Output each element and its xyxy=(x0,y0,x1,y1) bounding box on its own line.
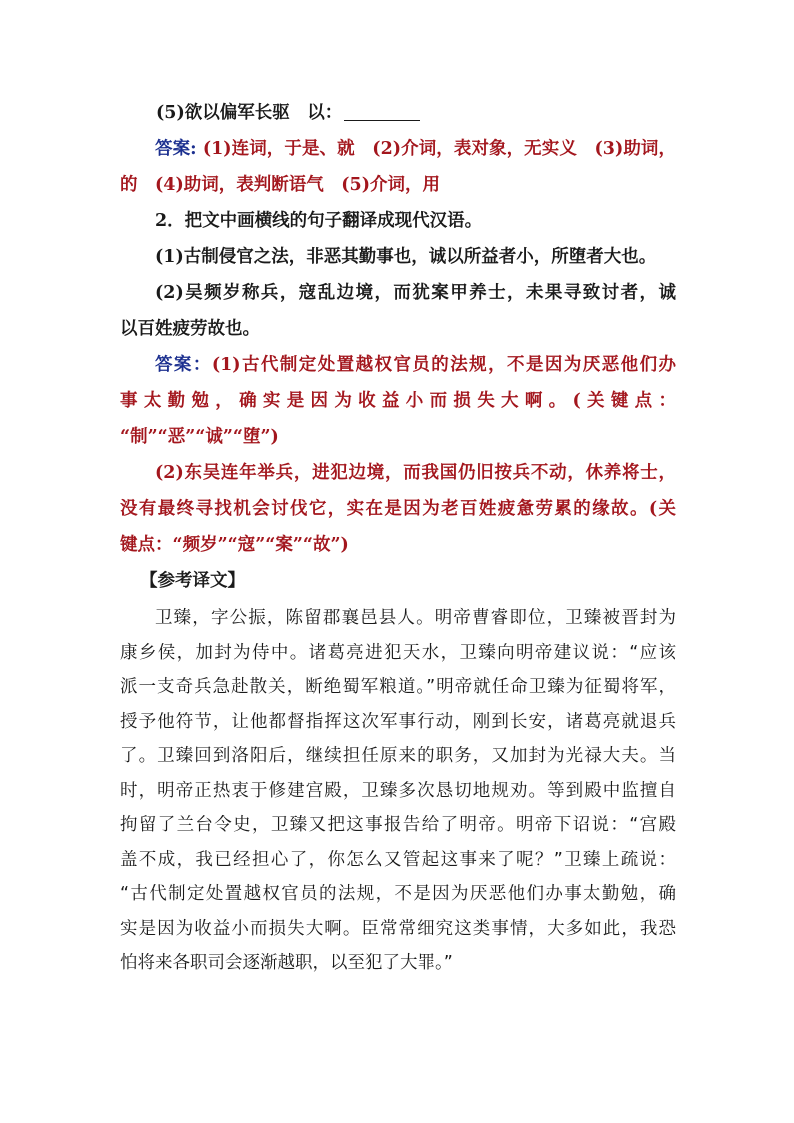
answer-2-p2-line-3: 键点：“频岁”“寇”“案”“故”) xyxy=(120,535,349,555)
answer-label: 答案 xyxy=(155,139,191,159)
question-2-heading xyxy=(120,203,676,239)
sentence-1-text: (1)古制侵官之法，非恶其勤事也，诚以所益者小，所堕者大也。 xyxy=(155,247,657,267)
answer-label-2-separator: ： xyxy=(192,355,212,375)
answer-label-separator: : xyxy=(190,139,197,159)
reference-line: 盖不成，我已经担心了，你怎么又管起这事来了呢？”卫臻上疏说： xyxy=(120,849,676,870)
answer-1-line-2: 的 (4)助词，表判断语气 (5)介词，用 xyxy=(120,175,440,195)
reference-line: 实是因为收益小而损失大啊。臣常常细究这类事情，大多如此，我恐 xyxy=(120,918,676,939)
answer-1-line-1 xyxy=(120,131,676,167)
reference-translation-title xyxy=(120,563,676,599)
answer-blank xyxy=(344,102,420,121)
question-2-text: 2．把文中画横线的句子翻译成现代汉语。 xyxy=(155,211,483,231)
reference-line: 拘留了兰台令史，卫臻又把这事报告给了明帝。明帝下诏说：“宫殿 xyxy=(120,815,676,835)
answer-2-p2-line-1: (2)东吴连年举兵，进犯边境，而我国仍旧按兵不动，休养将士， xyxy=(155,463,676,483)
reference-line: 康乡侯，加封为侍中。诸葛亮进犯天水，卫臻向明帝建议说：“应该 xyxy=(120,642,676,663)
answer-2-p1-line-2: 事太勤勉，确实是因为收益小而损失大啊。(关键点： xyxy=(120,391,676,411)
answer-block-1 xyxy=(120,131,676,203)
reference-line: 了。卫臻回到洛阳后，继续担任原来的职务，又加封为光禄大夫。当 xyxy=(120,746,676,766)
answer-label-2: 答案 xyxy=(155,355,193,375)
reference-line: 时，明帝正热衷于修建宫殿，卫臻多次恳切地规劝。等到殿中监擅自 xyxy=(120,780,676,801)
reference-line: 派一支奇兵急赴散关，断绝蜀军粮道。”明帝就任命卫臻为征蜀将军， xyxy=(120,677,676,697)
reference-line: 卫臻，字公振，陈留郡襄邑县人。明帝曹睿即位，卫臻被晋封为 xyxy=(155,608,676,628)
sentence-2-line-1: (2)吴频岁称兵，寇乱边境，而犹案甲养士，未果寻致讨者，诚 xyxy=(155,283,676,303)
answer-2-p2-line-2: 没有最终寻找机会讨伐它，实在是因为老百姓疲惫劳累的缘故。(关 xyxy=(120,499,676,519)
sentence-2 xyxy=(120,275,676,347)
reference-translation xyxy=(120,601,676,981)
question-5-text: (5)欲以偏军长驱 以： xyxy=(156,103,343,123)
answer-2-p1-text-1: (1)古代制定处置越权官员的法规，不是因为厌恶他们办 xyxy=(211,355,676,375)
reference-title-text: 【参考译文】 xyxy=(140,571,245,591)
question-5 xyxy=(120,95,676,131)
answer-1-text-1: (1)连词，于是、就 (2)介词，表对象，无实义 (3)助词， xyxy=(196,139,676,159)
reference-line: 怕将来各职司会逐渐越职，以至犯了大罪。” xyxy=(120,953,453,973)
sentence-1 xyxy=(120,239,676,275)
answer-block-2 xyxy=(120,347,676,563)
sentence-2-line-2: 以百姓疲劳故也。 xyxy=(120,319,260,339)
reference-line: 授予他符节，让他都督指挥这次军事行动，刚到长安，诸葛亮就退兵 xyxy=(120,711,676,732)
reference-line: “古代制定处置越权官员的法规，不是因为厌恶他们办事太勤勉，确 xyxy=(120,884,676,904)
answer-2-line-1 xyxy=(120,347,676,383)
answer-2-p1-line-3: “制”“恶”“诚”“堕”) xyxy=(120,427,279,447)
